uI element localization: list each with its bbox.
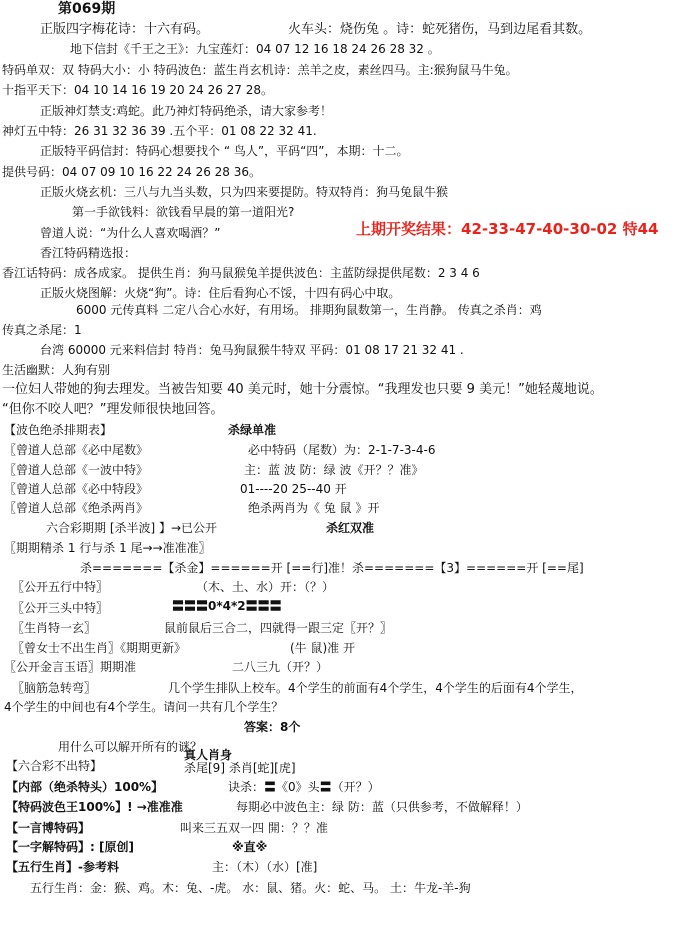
riddle-text-1: 几个学生排队上校车。4个学生的前面有4个学生，4个学生的后面有4个学生， <box>168 681 583 695</box>
lamp-five-line: 神灯五中特：26 31 32 36 39 .五个平：01 08 22 32 41. <box>2 124 317 138</box>
one-char-label: 【一字解特码】: [原创] <box>6 840 134 854</box>
plum-poem-line: 正版四字梅花诗：十六有码。 <box>40 22 210 37</box>
xiangjiang-title: 香江特码精选报： <box>40 246 137 260</box>
ten-fingers-line: 十指平天下：04 10 14 16 19 20 24 26 27 28。 <box>2 83 274 97</box>
zeng-kill-value: 绝杀两肖为《 兔 鼠 》开 <box>248 501 380 515</box>
kill-green-label: 杀绿单准 <box>228 423 277 437</box>
fire-mystery-line: 正版火烧玄机：三八与九当头数，只为四来要提防。特双特肖：狗马兔鼠牛猴 <box>40 185 449 199</box>
half-wave-line: 六合彩期期 [杀半波] 】→已公开 <box>46 521 218 535</box>
fire-diagram-line: 正版火烧图解：火烧“狗”。诗：住后看狗心不馁，十四有码心中取。 <box>40 286 401 300</box>
zeng-tail-label: 〖曾道人总部《必中尾数》 <box>4 443 149 457</box>
five-elements-zodiac-line: 五行生肖：金：猴、鸡。木：兔、-虎。 水：鼠、猪。火：蛇、马。 土：牛龙-羊-狗 <box>30 881 471 895</box>
underground-letter-line: 地下信封《千王之王》：九宝莲灯：04 07 12 16 18 24 26 28 32 。 <box>70 42 440 56</box>
humor-title: 生活幽默：人狗有别 <box>2 363 111 377</box>
special-code-line: 特码单双：双 特码大小：小 特码波色：蓝生肖玄机诗：羔羊之皮，素丝四马。主:猴狗鼠马牛兔。 <box>2 63 518 77</box>
taiwan-letter-line: 台湾 60000 元来料信封 特肖：兔马狗鼠猴牛特双 平码：01 08 17 21 32 41 . <box>40 343 464 357</box>
fax-line: 6000 元传真料 二定八合心水好，有用场。 排期狗鼠数第一，生肖静。 传真之杀肖：鸡 <box>76 303 542 317</box>
humor-paragraph-1: 一位妇人带她的狗去理发。当被告知要 40 美元时，她十分震惊。“我理发也只要 9 美元！”她轻蔑地说。 <box>2 382 603 397</box>
not-out-label: 【六合彩不出特】 <box>6 759 103 773</box>
lamp-ban-line: 正版神灯禁支:鸡蛇。此乃神灯特码绝杀，请大家参考！ <box>40 104 333 118</box>
first-hand-line: 第一手欲钱料：欲钱看早晨的第一道阳光? <box>72 205 295 219</box>
last-draw-result: 上期开奖结果：42-33-47-40-30-02 特44 <box>356 220 659 238</box>
not-out-value: 杀尾[9] 杀肖[蛇][虎] <box>184 761 296 775</box>
internal-kill-label: 【内部（绝杀特头）100%】 <box>6 780 164 794</box>
wave-king-label: 【特码波色王100%】! →准准准 <box>6 800 183 814</box>
precise-kill-line: 〖期期精杀 1 行与杀 1 尾→→准准准〗 <box>4 541 211 555</box>
zeng-segment-value: 01----20 25--40 开 <box>240 482 347 496</box>
five-zodiac-label: 【五行生肖】-参考料 <box>6 860 119 874</box>
zodiac-mystery-value: 鼠前鼠后三合二，四就得一跟三定〖开？〗 <box>164 621 393 635</box>
ms-zeng-label: 〖曾女士不出生肖〗《期期更新》 <box>12 641 187 655</box>
one-char-value: ※直※ <box>232 840 268 854</box>
zodiac-mystery-label: 〖生肖特一玄〗 <box>12 621 97 635</box>
wave-king-value: 每期必中波色主：绿 防：蓝（只供参考，不做解释！） <box>236 800 528 814</box>
riddle-question-2: 用什么可以解开所有的谜？ <box>58 740 203 754</box>
fax-tail-line: 传真之杀尾：1 <box>2 323 82 337</box>
one-word-value: 叫来三五双一四 開：？？准 <box>180 821 328 835</box>
three-heads-value: 〓〓〓0*4*2〓〓〓 <box>172 599 282 613</box>
zeng-segment-label: 〖曾道人总部《必中特段》 <box>4 482 149 496</box>
three-heads-label: 〖公开三头中特〗 <box>12 601 109 615</box>
zeng-kill-label: 〖曾道人总部《绝杀两肖》 <box>4 501 149 515</box>
kill-gold-line: 杀=======【杀金】======开 [==行]准！杀=======【3】======开 [==尾] <box>80 561 584 575</box>
riddle-text-2: 4个学生的中间也有4个学生。请问一共有几个学生？ <box>4 700 284 714</box>
zeng-says-line: 曾道人说：“为什么人喜欢喝酒？” <box>40 226 221 240</box>
riddle-label: 〖脑筋急转弯〗 <box>12 681 97 695</box>
riddle-answer: 答案：8个 <box>244 720 301 734</box>
flat-code-letter-line: 正版特平码信封：特码心想要找个 “ 鸟人”，平码“四”，本期：十二。 <box>40 144 409 158</box>
humor-paragraph-2: “但你不咬人吧？”理发师很快地回答。 <box>2 402 224 417</box>
golden-words-label: 〖公开金言玉语〗期期准 <box>4 660 137 674</box>
one-word-label: 【一言博特码】 <box>6 821 91 835</box>
kill-red-label: 杀红双准 <box>326 521 375 535</box>
color-table-title: 【波色绝杀排期表】 <box>4 423 113 437</box>
zeng-tail-value: 必中特码（尾数）为：2-1-7-3-4-6 <box>248 443 436 457</box>
zeng-wave-value: 主：蓝 波 防：绿 波《开？？准》 <box>244 463 424 477</box>
ms-zeng-value: (牛 鼠)准 开 <box>290 641 355 655</box>
provided-numbers-line: 提供号码：04 07 09 10 16 22 24 26 28 36。 <box>2 165 262 179</box>
true-person-label: 真人肖身 <box>184 748 233 762</box>
five-elements-label: 〖公开五行中特〗 <box>12 580 109 594</box>
five-zodiac-value: 主：（木）（水）[准] <box>212 860 318 874</box>
xiangjiang-line: 香江话特码：成各成家。 提供生肖：狗马鼠猴兔羊提供波色：主蓝防绿提供尾数：2 3 4 6 <box>2 266 480 280</box>
zeng-wave-label: 〖曾道人总部《一波中特》 <box>4 463 149 477</box>
issue-number: 第069期 <box>58 1 116 17</box>
golden-words-value: 二八三九（开？） <box>232 660 329 674</box>
train-head-line: 火车头：烧伤兔 。诗：蛇死猪伤，马到边尾看其数。 <box>288 22 592 37</box>
five-elements-value: （木、土、水）开：（？） <box>196 580 335 594</box>
internal-kill-value: 诀杀：〓《0》头〓（开？） <box>228 780 380 794</box>
